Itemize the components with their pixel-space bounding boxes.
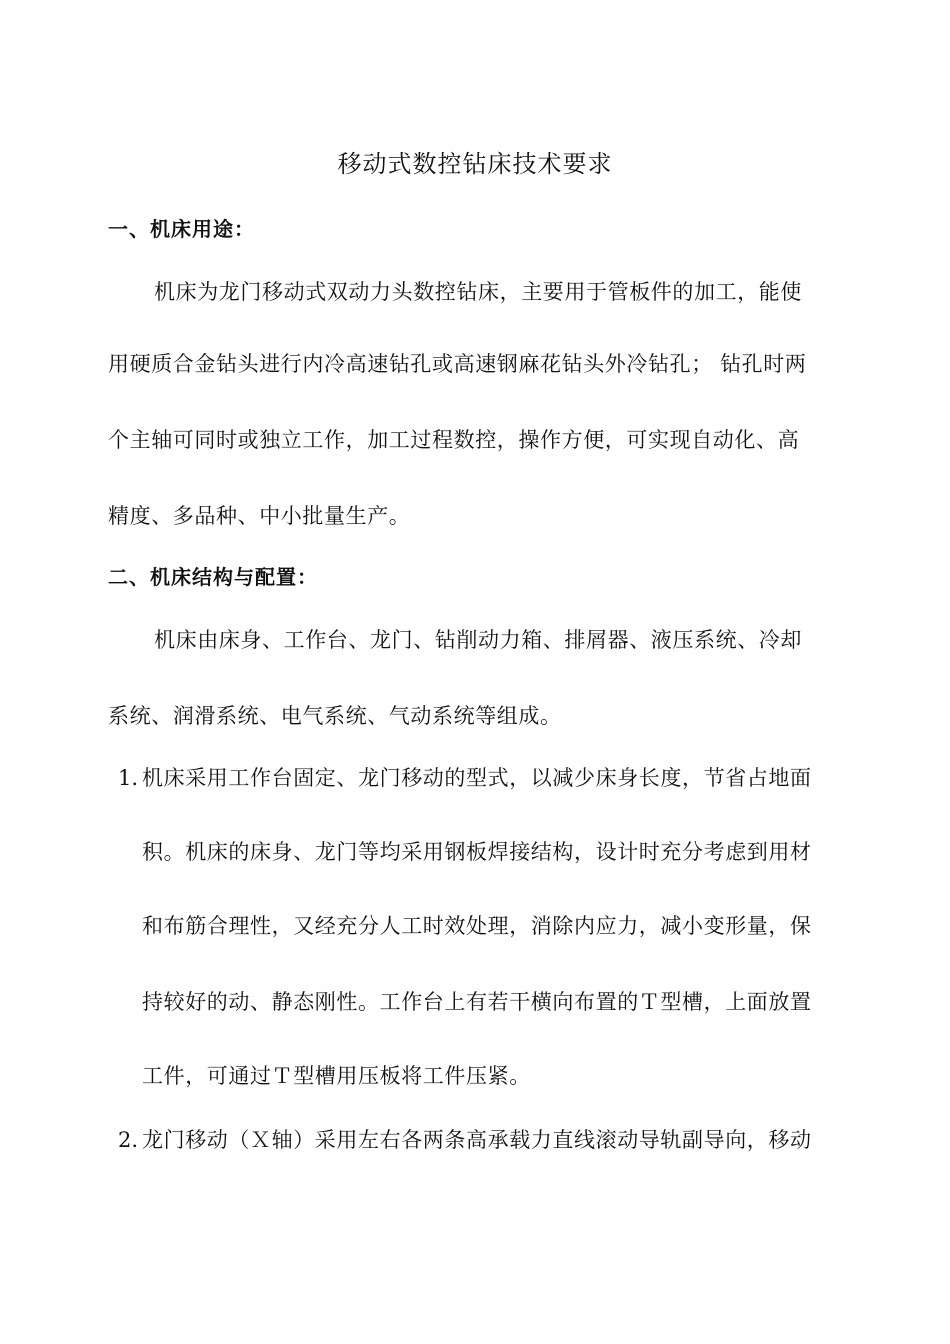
list-item-line: 持较好的动、静态刚性。工作台上有若干横向布置的Ｔ型槽，上面放置 [142, 990, 812, 1014]
list-item-line: 机床采用工作台固定、龙门移动的型式，以减少床身长度，节省占地面 [142, 766, 812, 790]
document-title: 移动式数控钻床技术要求 [337, 150, 613, 178]
list-item-line: 积。机床的床身、龙门等均采用钢板焊接结构，设计时充分考虑到用材 [142, 840, 812, 864]
paragraph-line: 用硬质合金钻头进行内冷高速钻孔或高速钢麻花钻头外冷钻孔； 钻孔时两 [108, 352, 807, 376]
paragraph-line: 机床为龙门移动式双动力头数控钻床，主要用于管板件的加工，能使 [154, 280, 802, 304]
section-heading-structure: 二、机床结构与配置： [108, 565, 318, 589]
paragraph-line: 个主轴可同时或独立工作，加工过程数控，操作方便，可实现自动化、高 [108, 428, 800, 452]
list-item-number: 1. [118, 766, 139, 790]
paragraph-line: 精度、多品种、中小批量生产。 [108, 504, 411, 528]
section-heading-purpose: 一、机床用途： [108, 217, 255, 241]
list-item-line: 工件，可通过Ｔ型槽用压板将工件压紧。 [142, 1064, 531, 1088]
list-item-line: 龙门移动（Ｘ轴）采用左右各两条高承载力直线滚动导轨副导向，移动 [142, 1128, 812, 1152]
paragraph-line: 机床由床身、工作台、龙门、钻削动力箱、排屑器、液压系统、冷却 [154, 628, 802, 652]
paragraph-line: 系统、润滑系统、电气系统、气动系统等组成。 [108, 704, 562, 728]
list-item-number: 2. [118, 1128, 139, 1152]
list-item-line: 和布筋合理性，又经充分人工时效处理，消除内应力，减小变形量，保 [142, 914, 812, 938]
